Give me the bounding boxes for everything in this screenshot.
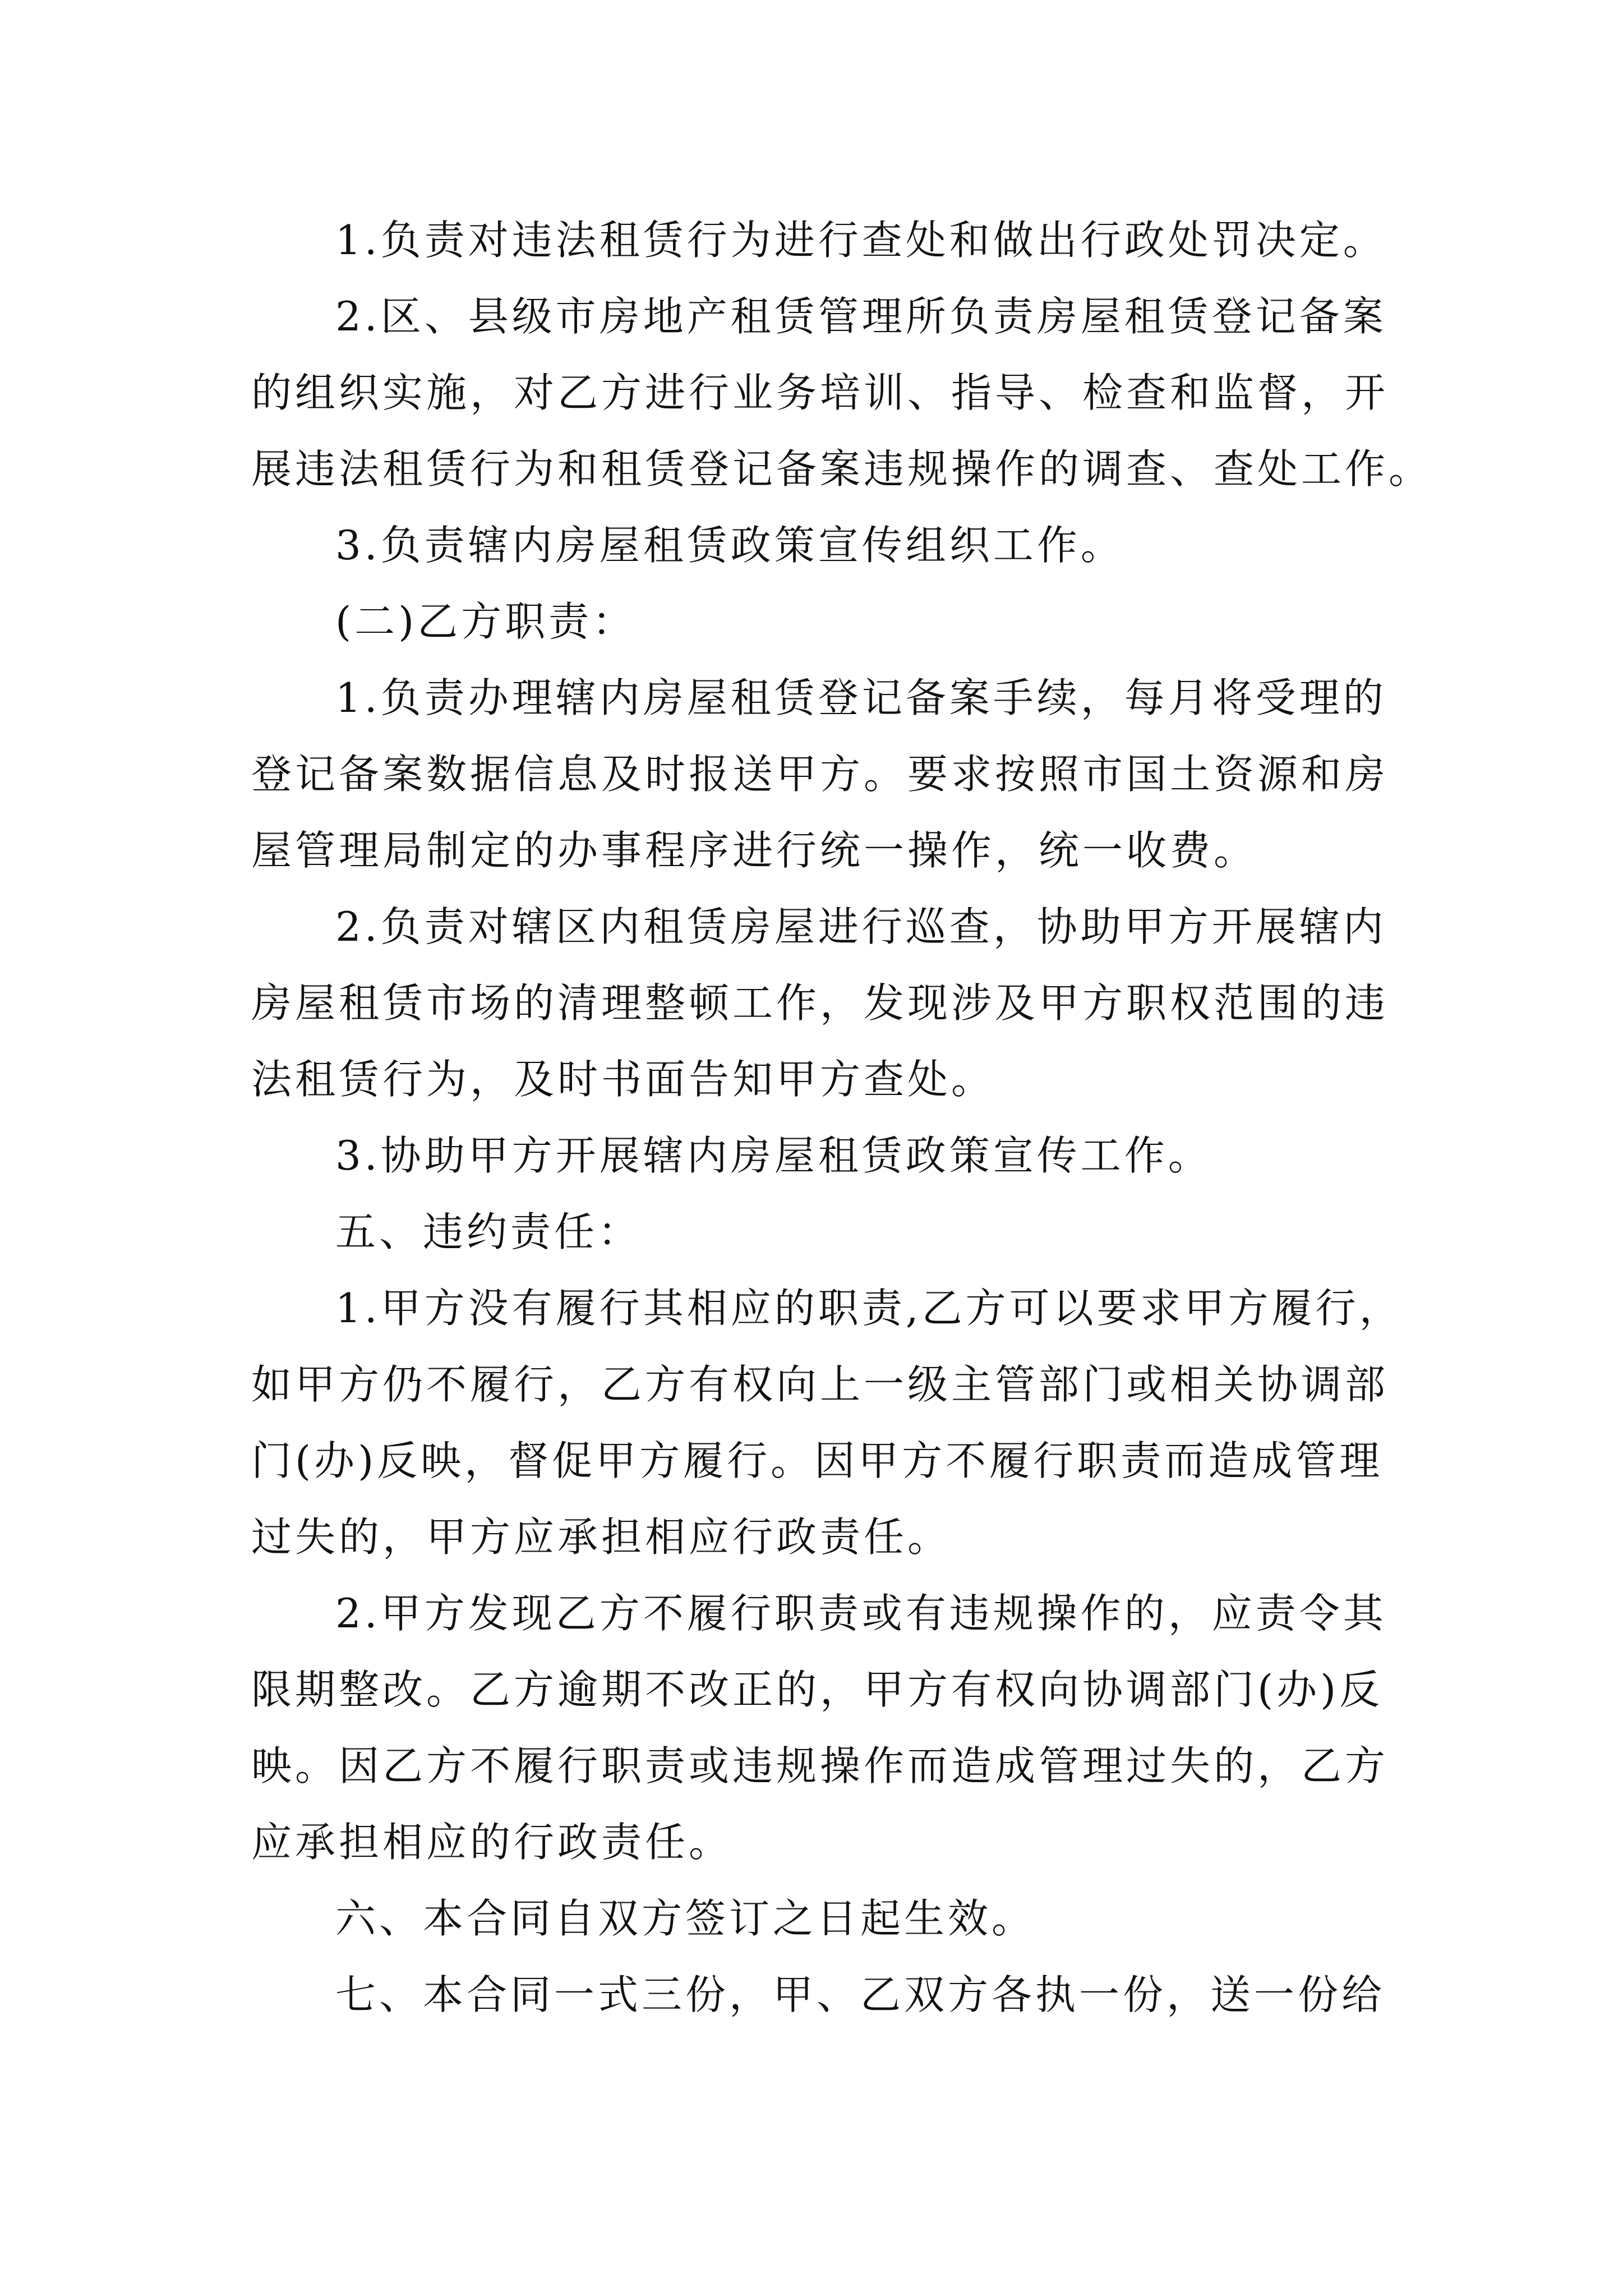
document-line: 1.甲方没有履行其相应的职责,乙方可以要求甲方履行， [335, 1285, 1403, 1332]
document-line: 六、本合同自双方签订之日起生效。 [335, 1895, 1036, 1942]
document-line: 3.负责辖内房屋租赁政策宣传组织工作。 [335, 522, 1124, 569]
document-line: 2.负责对辖区内租赁房屋进行巡查，协助甲方开展辖内 [335, 903, 1387, 950]
document-line: (二)乙方职责： [335, 598, 637, 645]
document-line: 映。因乙方不履行职责或违规操作而造成管理过失的，乙方 [251, 1742, 1389, 1789]
document-line: 门(办)反映，督促甲方履行。因甲方不履行职责而造成管理 [251, 1437, 1384, 1484]
document-line: 应承担相应的行政责任。 [251, 1819, 733, 1866]
document-line: 2.甲方发现乙方不履行职责或有违规操作的，应责令其 [335, 1590, 1387, 1637]
document-line: 1.负责对违法租赁行为进行查处和做出行政处罚决定。 [335, 217, 1387, 264]
document-body [251, 202, 1433, 2033]
document-line: 房屋租赁市场的清理整顿工作，发现涉及甲方职权范围的违 [251, 979, 1389, 1027]
document-line: 屋管理局制定的办事程序进行统一操作，统一收费。 [251, 827, 1258, 874]
document-line: 过失的，甲方应承担相应行政责任。 [251, 1513, 952, 1561]
document-line: 七、本合同一式三份，甲、乙双方各执一份，送一份给 [335, 1971, 1386, 2018]
document-line: 法租赁行为，及时书面告知甲方查处。 [251, 1056, 995, 1103]
document-line: 五、违约责任： [335, 1208, 642, 1255]
document-line: 限期整改。乙方逾期不改正的，甲方有权向协调部门(办)反 [251, 1666, 1384, 1713]
document-line: 如甲方仍不履行，乙方有权向上一级主管部门或相关协调部 [251, 1361, 1389, 1408]
document-line: 2.区、县级市房地产租赁管理所负责房屋租赁登记备案 [335, 293, 1387, 340]
document-line: 展违法租赁行为和租赁登记备案违规操作的调查、查处工作。 [251, 445, 1433, 493]
document-line: 3.协助甲方开展辖内房屋租赁政策宣传工作。 [335, 1132, 1212, 1179]
document-line: 的组织实施，对乙方进行业务培训、指导、检查和监督，开 [251, 369, 1389, 416]
document-line: 登记备案数据信息及时报送甲方。要求按照市国土资源和房 [251, 751, 1389, 798]
document-line: 1.负责办理辖内房屋租赁登记备案手续，每月将受理的 [335, 674, 1387, 721]
